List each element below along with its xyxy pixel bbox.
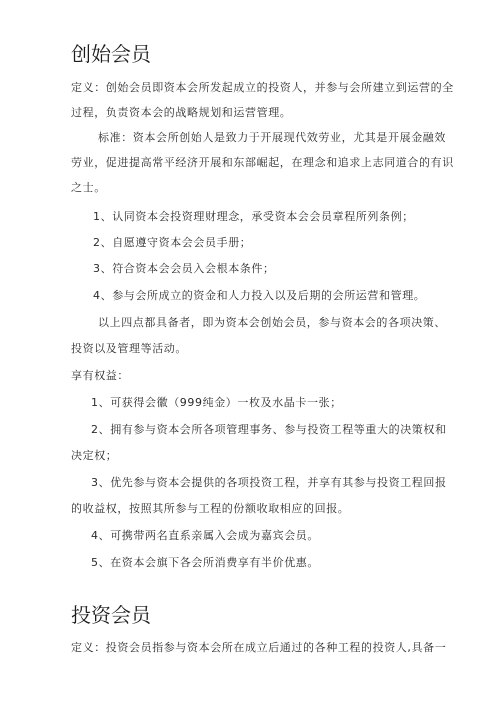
standard-line-3: 之士。 xyxy=(71,181,106,194)
summary-line-2: 投资以及管理等活动。 xyxy=(71,342,187,355)
section-title-founding-member: 创始会员 xyxy=(71,42,151,66)
summary-line-1: 以上四点都具备者，即为资本会创始会员，参与资本会的各项决策、 xyxy=(98,316,446,329)
requirement-item: 1、认同资本会投资理财理念，承受资本会会员章程所列条例； xyxy=(93,210,414,223)
right-item-4: 4、可携带两名直系亲属入会成为嘉宾会员。 xyxy=(91,529,319,542)
right-item-3-line-2: 的收益权，按照其所参与工程的份额收取相应的回报。 xyxy=(71,502,350,515)
definition-line-2: 过程，负责资本会的战略规划和运营管理。 xyxy=(71,106,292,119)
standard-line-1: 标准：资本会所创始人是致力于开展现代效劳业，尤其是开展金融效 xyxy=(98,131,446,144)
requirement-item: 3、符合资本会会员入会根本条件； xyxy=(93,262,275,275)
requirement-item: 2、自愿遵守资本会会员手册； xyxy=(93,236,252,249)
requirement-item: 4、参与会所成立的资金和人力投入以及后期的会所运营和管理。 xyxy=(93,289,426,302)
right-item-5: 5、在资本会旗下各会所消费享有半价优惠。 xyxy=(91,556,319,569)
right-item-2-line-2: 决定权； xyxy=(71,449,118,462)
right-item-1: 1、可获得会徽（999纯金）一枚及水晶卡一张； xyxy=(91,396,342,409)
right-item-2-line-1: 2、拥有参与资本会所各项管理事务、参与投资工程等重大的决策权和 xyxy=(91,423,447,436)
section-title-investment-member: 投资会员 xyxy=(71,603,151,627)
definition-line-1: 定义：投资会员指参与资本会所在成立后通过的各种工程的投资人,具备一 xyxy=(71,641,447,654)
standard-line-2: 劳业，促进提高常平经济开展和东部崛起，在理念和追求上志同道合的有识 xyxy=(71,156,454,169)
right-item-3-line-1: 3、优先参与资本会提供的各项投资工程，并享有其参与投资工程回报 xyxy=(91,476,447,489)
rights-label: 享有权益： xyxy=(71,369,129,382)
definition-line-1: 定义：创始会员即资本会所发起成立的投资人，并参与会所建立到运营的全 xyxy=(71,81,454,94)
